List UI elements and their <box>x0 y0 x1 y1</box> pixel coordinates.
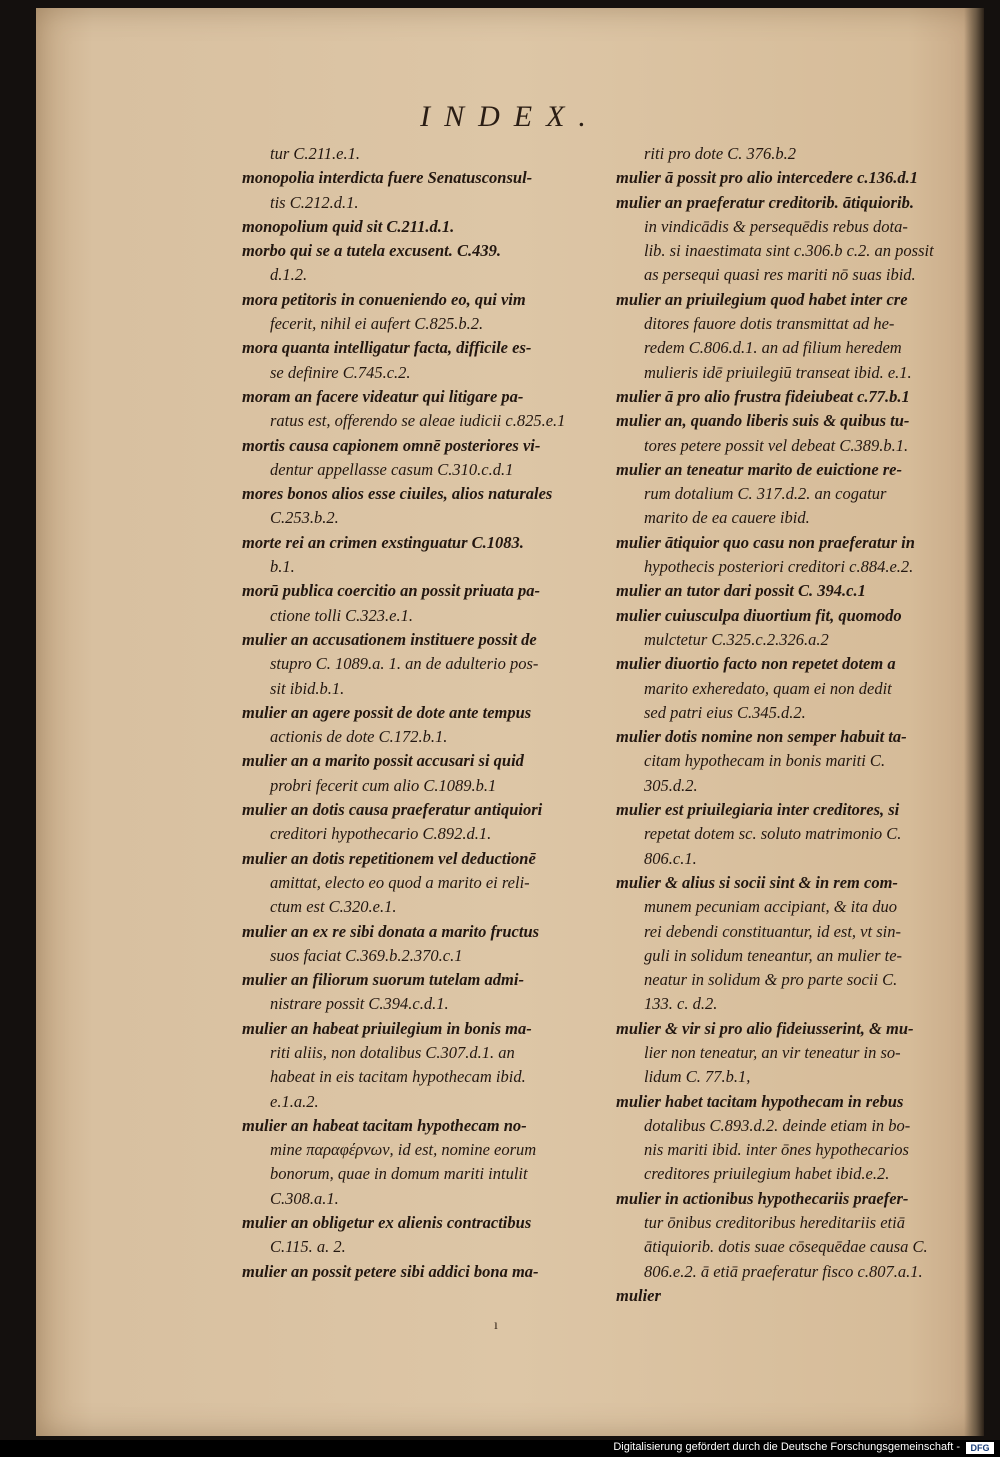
index-entry-head: mora quanta intelligatur facta, difficile es- <box>242 338 532 358</box>
index-entry-line: ditores fauore dotis transmittat ad he- <box>644 314 895 334</box>
index-entry-line: neatur in solidum & pro parte socii C. <box>644 970 898 990</box>
index-entry-line: marito exheredato, quam ei non dedit <box>644 678 892 698</box>
index-entry-line: riti pro dote C. 376.b.2 <box>644 144 797 163</box>
index-entry-line: hypothecis posteriori creditori c.884.e.2. <box>644 557 914 577</box>
index-entry-line: fecerit, nihil ei aufert C.825.b.2. <box>270 314 484 334</box>
dfg-logo: DFG <box>966 1442 994 1454</box>
right-column <box>616 142 978 1308</box>
page-edge-shadow <box>964 8 984 1436</box>
left-column <box>242 142 602 1284</box>
index-entry-line: tur ōnibus creditoribus hereditariis etiā <box>644 1213 905 1233</box>
index-entry-line: 133. c. d.2. <box>644 994 718 1014</box>
index-entry-head: mulier diuortio facto non repetet dotem a <box>616 654 896 674</box>
index-entry-head: mulier habet tacitam hypothecam in rebus <box>616 1091 904 1111</box>
index-entry-head: morū publica coercitio an possit priuata pa- <box>242 581 540 601</box>
index-entry-line: tur C.211.e.1. <box>270 144 360 163</box>
index-entry-head: mulier an praeferatur creditorib. ātiquiorib. <box>616 192 914 212</box>
index-entry-line: mulctetur C.325.c.2.326.a.2 <box>644 629 829 649</box>
index-entry-line: C.253.b.2. <box>270 508 339 528</box>
index-entry-head: mulier an, quando liberis suis & quibus tu- <box>616 411 910 431</box>
index-entry-line: ctum est C.320.e.1. <box>270 897 397 917</box>
index-entry-line: lier non teneatur, an vir teneatur in so- <box>644 1042 901 1062</box>
index-entry-head: mulier an a marito possit accusari si quid <box>242 751 524 771</box>
index-entry-head: mulier an dotis repetitionem vel deductionē <box>242 848 536 868</box>
funding-credit: Digitalisierung gefördert durch die Deutsche Forschungsgemeinschaft - <box>613 1441 960 1453</box>
index-entry-head: moram an facere videatur qui litigare pa- <box>242 386 524 406</box>
index-entry-head: mulier & alius si socii sint & in rem com- <box>616 872 898 892</box>
index-entry-line: as persequi quasi res mariti nō suas ibid. <box>644 265 916 285</box>
index-entry-line: nistrare possit C.394.c.d.1. <box>270 994 449 1014</box>
index-entry-head: mulier an filiorum suorum tutelam admi- <box>242 970 524 990</box>
index-entry-line: se definire C.745.c.2. <box>270 362 411 382</box>
index-entry-line: mulieris idē priuilegiū transeat ibid. e.1. <box>644 362 912 382</box>
index-entry-line: amittat, electo eo quod a marito ei reli- <box>270 872 530 892</box>
index-entry-line: ātiquiorib. dotis suae cōsequēdae causa C. <box>644 1237 928 1257</box>
index-entry-line: probri fecerit cum alio C.1089.b.1 <box>270 775 497 795</box>
index-entry-line: citam hypothecam in bonis mariti C. <box>644 751 886 771</box>
index-entry-head: mulier an teneatur marito de euictione re- <box>616 459 903 479</box>
index-entry-head: mulier an habeat tacitam hypothecam no- <box>242 1115 527 1135</box>
book-page <box>36 8 984 1436</box>
index-entry-line: dotalibus C.893.d.2. deinde etiam in bo- <box>644 1115 911 1135</box>
index-entry-head: mulier an dotis causa praeferatur antiquiori <box>242 800 543 820</box>
index-entry-head: mulier an habeat priuilegium in bonis ma- <box>242 1018 532 1038</box>
index-entry-line: lidum C. 77.b.1, <box>644 1067 751 1087</box>
index-entry-head: mulier dotis nomine non semper habuit ta- <box>616 727 907 747</box>
index-entry-line: C.115. a. 2. <box>270 1237 346 1257</box>
index-entry-line: 806.e.2. ā etiā praeferatur fisco c.807.a.1. <box>644 1261 923 1281</box>
index-entry-line: stupro C. 1089.a. 1. an de adulterio pos- <box>270 654 539 674</box>
index-entry-head: mulier ā pro alio frustra fideiubeat c.77.b.1 <box>616 386 910 406</box>
index-entry-line: in vindicādis & persequēdis rebus dota- <box>644 216 908 236</box>
index-entry-line: sed patri eius C.345.d.2. <box>644 702 806 722</box>
index-entry-head: monopolia interdicta fuere Senatusconsul- <box>242 168 533 188</box>
index-entry-head: mulier est priuilegiaria inter creditores, si <box>616 800 900 820</box>
index-entry-line: C.308.a.1. <box>270 1188 339 1208</box>
index-entry-line: rum dotalium C. 317.d.2. an cogatur <box>644 484 887 504</box>
index-entry-line: repetat dotem sc. soluto matrimonio C. <box>644 824 902 844</box>
index-entry-head: mulier & vir si pro alio fideiusserint, & mu- <box>616 1018 914 1038</box>
index-entry-head: mulier an tutor dari possit C. 394.c.1 <box>616 581 866 601</box>
index-entry-head: mulier ā possit pro alio intercedere c.136.d.1 <box>616 168 919 188</box>
index-entry-head: morbo qui se a tutela excusent. C.439. <box>242 241 501 261</box>
index-entry-head: morte rei an crimen exstinguatur C.1083. <box>242 532 524 552</box>
index-entry-line: marito de ea cauere ibid. <box>644 508 810 528</box>
index-entry-line: munem pecuniam accipiant, & ita duo <box>644 897 897 917</box>
index-entry-line: sit ibid.b.1. <box>270 678 345 698</box>
digitization-footer <box>0 1440 1000 1457</box>
index-entry-head: mortis causa capionem omnē posteriores vi- <box>242 435 541 455</box>
index-entry-head: mora petitoris in conueniendo eo, qui vim <box>242 289 526 309</box>
page-signature-mark: ı <box>494 1318 498 1333</box>
index-entry-line: creditores priuilegium habet ibid.e.2. <box>644 1164 890 1184</box>
index-entry-line: nis mariti ibid. inter ōnes hypothecarios <box>644 1140 909 1160</box>
index-entry-head: mulier cuiusculpa diuortium fit, quomodo <box>616 605 902 625</box>
index-entry-line: d.1.2. <box>270 265 308 285</box>
index-entry-line: creditori hypothecario C.892.d.1. <box>270 824 492 844</box>
index-entry-line: suos faciat C.369.b.2.370.c.1 <box>270 945 463 965</box>
index-entry-line: tores petere possit vel debeat C.389.b.1. <box>644 435 909 455</box>
index-entry-head: mulier ātiquior quo casu non praeferatur in <box>616 532 915 552</box>
index-entry-head: mulier an priuilegium quod habet inter cre <box>616 289 908 309</box>
index-entry-line: redem C.806.d.1. an ad filium heredem <box>644 338 902 358</box>
index-entry-line: habeat in eis tacitam hypothecam ibid. <box>270 1067 526 1087</box>
index-entry-head: mulier an ex re sibi donata a marito fructus <box>242 921 540 941</box>
index-entry-line: e.1.a.2. <box>270 1091 319 1111</box>
index-entry-head: monopolium quid sit C.211.d.1. <box>242 216 455 236</box>
index-entry-line: ctione tolli C.323.e.1. <box>270 605 413 625</box>
index-entry-head: mulier in actionibus hypothecariis praefer- <box>616 1188 909 1208</box>
index-entry-line: mine παραφέρνων, id est, nomine eorum <box>270 1140 537 1160</box>
index-entry-head: mulier an obligetur ex alienis contractibus <box>242 1213 532 1233</box>
index-entry-line: 305.d.2. <box>644 775 698 795</box>
index-entry-line: bonorum, quae in domum mariti intulit <box>270 1164 528 1184</box>
index-entry-line: 806.c.1. <box>644 848 697 868</box>
index-entry-line: rei debendi constituantur, id est, vt sin- <box>644 921 901 941</box>
index-entry-head: mores bonos alios esse ciuiles, alios naturales <box>242 484 553 504</box>
index-entry-line: actionis de dote C.172.b.1. <box>270 727 448 747</box>
index-entry-head: mulier an possit petere sibi addici bona ma- <box>242 1261 539 1281</box>
index-entry-line: guli in solidum teneantur, an mulier te- <box>644 945 903 965</box>
index-entry-head: mulier <box>616 1285 661 1305</box>
index-entry-head: mulier an agere possit de dote ante tempus <box>242 702 532 722</box>
index-entry-line: lib. si inaestimata sint c.306.b c.2. an possit <box>644 241 934 261</box>
index-entry-head: mulier an accusationem instituere possit de <box>242 629 537 649</box>
running-head: INDEX. <box>420 100 600 133</box>
index-entry-line: tis C.212.d.1. <box>270 192 359 212</box>
index-entry-line: dentur appellasse casum C.310.c.d.1 <box>270 459 514 479</box>
index-entry-line: b.1. <box>270 557 295 577</box>
index-entry-line: riti aliis, non dotalibus C.307.d.1. an <box>270 1042 515 1062</box>
index-entry-line: ratus est, offerendo se aleae iudicii c.825.e.1 <box>270 411 566 431</box>
